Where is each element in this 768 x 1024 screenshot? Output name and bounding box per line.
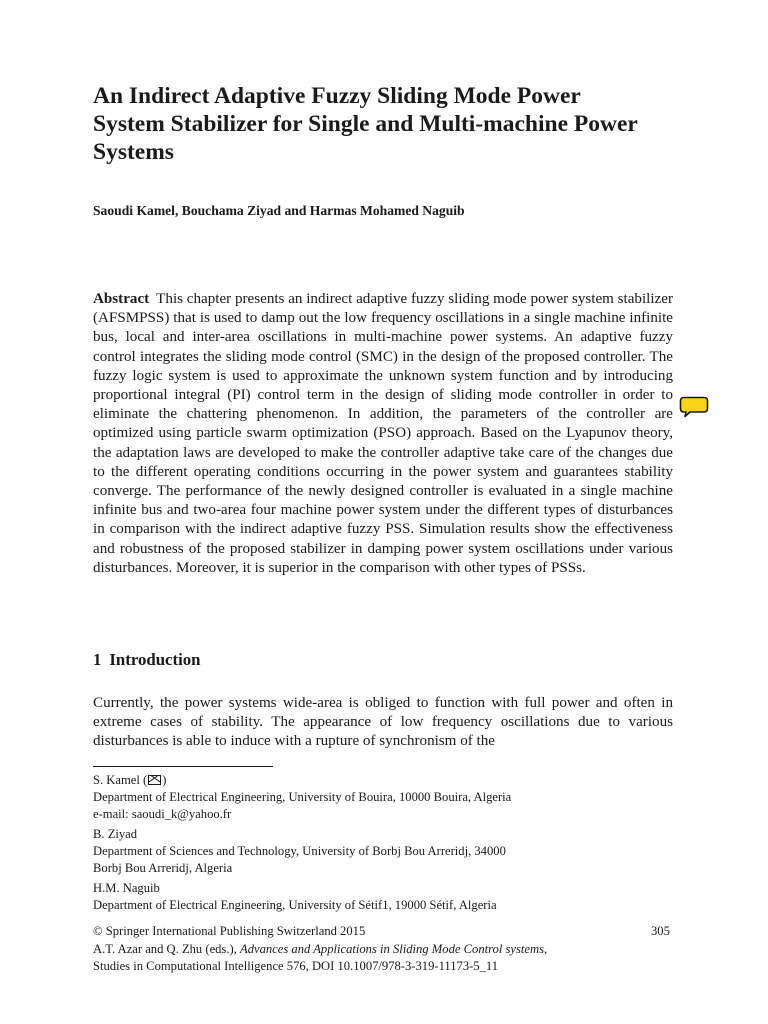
series-line: Studies in Computational Intelligence 576, DOI 10.1007/978-3-319-11173-5_11 <box>93 959 499 973</box>
copyright-block <box>93 923 673 976</box>
citation-line <box>93 941 673 959</box>
author-list: Saoudi Kamel, Bouchama Ziyad and Harmas Mohamed Naguib <box>93 203 465 218</box>
affiliation-naguib <box>93 880 673 914</box>
section-heading <box>93 650 200 670</box>
affiliation-name-suffix: ) <box>162 773 167 787</box>
footnote-divider <box>93 766 273 767</box>
page-number: 305 <box>651 924 670 938</box>
comment-bubble-shape[interactable] <box>681 398 708 417</box>
envelope-icon <box>148 775 161 785</box>
comment-icon[interactable] <box>679 396 709 418</box>
abstract <box>93 290 673 578</box>
affiliation-name-line <box>93 772 673 789</box>
affiliation-ziyad <box>93 826 673 877</box>
paper-title: An Indirect Adaptive Fuzzy Sliding Mode Power System Stabilizer for Single and Multi-machine Power Systems <box>93 83 638 165</box>
citation-editors: A.T. Azar and Q. Zhu (eds.), <box>93 941 240 956</box>
affiliation-dept-continued: Borbj Bou Arreridj, Algeria <box>93 861 233 875</box>
section-number: 1 <box>93 650 102 669</box>
abstract-label: Abstract <box>93 291 150 307</box>
copyright-line: © Springer International Publishing Switzerland 2015 <box>93 924 366 938</box>
section-title: Introduction <box>109 650 201 669</box>
abstract-text: This chapter presents an indirect adaptive fuzzy sliding mode power system stabilizer (AFSMPSS) that is used to damp out the low frequency oscillations in a single machine infinite bus, local and inter-area oscillations in multi-machine power systems. An adaptive fuzzy control integrates the sliding mode control (SMC) in the design of the proposed controller. The fuzzy logic system is used to approximate the unknown system function and by introducing proportional integral (PI) control term in the design of sliding mode controller in order to eliminate the chattering phenomenon. In addition, the parameters of the controller are optimized using particle swarm optimization (PSO) approach. Based on the Lyapunov theory, the adaptation laws are developed to make the controller adaptive take care of the changes due to the different operating conditions occurring in the power system and guarantees stability converge. The performance of the newly designed controller is evaluated in a single machine infinite bus and two-area four machine power system under the different types of disturbances in comparison with the indirect adaptive fuzzy PSS. Simulation results show the effectiveness and robustness of the proposed stabilizer in damping power system oscillations under various disturbances. Moreover, it is superior in the comparison with other types of PSSs. <box>93 291 673 576</box>
affiliation-dept: Department of Sciences and Technology, University of Borbj Bou Arreridj, 34000 <box>93 844 506 858</box>
affiliation-kamel <box>93 772 673 823</box>
affiliation-name: B. Ziyad <box>93 827 138 841</box>
intro-paragraph: Currently, the power systems wide-area is obliged to function with full power and often in extreme cases of stability. The appearance of low frequency oscillations due to various disturbances is able to induce with a rupture of synchronism of the <box>93 695 673 750</box>
citation-book-title: Advances and Applications in Sliding Mode Control systems <box>240 941 544 956</box>
affiliation-dept: Department of Electrical Engineering, University of Sétif1, 19000 Sétif, Algeria <box>93 898 497 912</box>
citation-punct: , <box>543 941 548 956</box>
affiliation-name: S. Kamel ( <box>93 773 148 787</box>
affiliation-name: H.M. Naguib <box>93 881 160 895</box>
affiliation-dept: Department of Electrical Engineering, University of Bouira, 10000 Bouira, Algeria <box>93 790 512 804</box>
affiliation-email: e-mail: saoudi_k@yahoo.fr <box>93 807 232 821</box>
